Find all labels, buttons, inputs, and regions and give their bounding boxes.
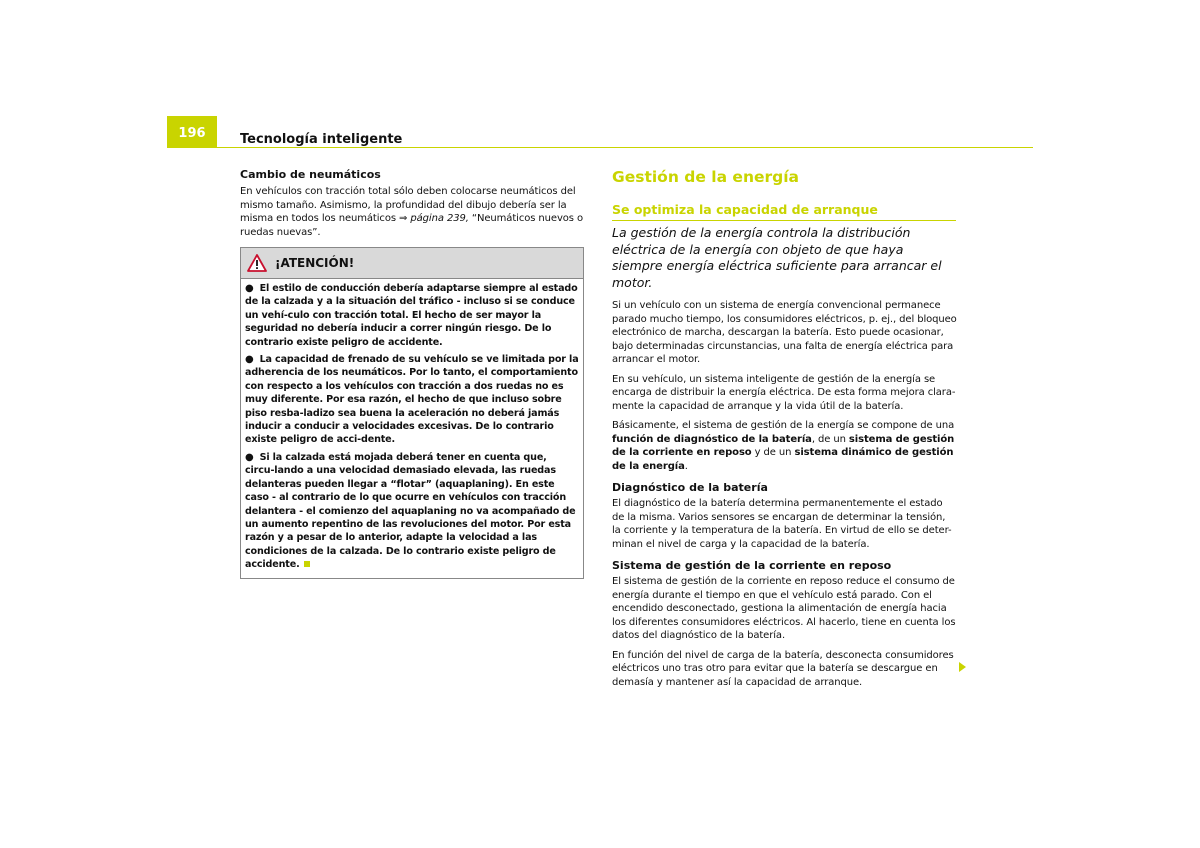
paragraph-5: El sistema de gestión de la corriente en reposo reduce el consumo de energía durante el tiempo en que el vehículo está parado. Con el encendido desconectado, gestiona la alimentación de energía hacia los diferentes consumidores eléctricos. Al hacerlo, tiene en cuenta los datos del diagnóstico de la batería. [612,576,956,641]
warning-box [240,247,584,579]
warning-item-text: La capacidad de frenado de su vehículo se ve limitada por la adherencia de los neumáticos. Por lo tanto, el comportamiento con respecto a los vehículos con tracción a dos ruedas no es muy diferente. Por esa razón, el hecho de que incluso sobre piso resba-ladizo sea buena la aceleración no deberá jamás inducir a conducir a velocidades excesivas. De lo contrario existe peligro de acci-dente. [245,354,579,446]
subsection-title: Se optimiza la capacidad de arranque [612,202,956,221]
warning-item [245,282,579,349]
warning-item [245,353,579,447]
p3-text-g: . [684,460,688,472]
warning-triangle-icon [247,254,267,272]
end-of-section-icon [304,561,310,567]
warning-item [245,451,579,572]
p3-text-e: y de un [751,447,795,458]
paragraph-1: Si un vehículo con un sistema de energía convencional permanece parado mucho tiempo, los consumidores eléctricos, p. ej., del bloqueo electrónico de marcha, descargan la batería. Esto puede ocasionar, bajo determinadas circunstancias, una falta de energía eléctrica para arrancar el motor. [612,300,957,365]
intro-paragraph: La gestión de la energía controla la distribución eléctrica de la energía con objeto de que haya siempre energía eléctrica suficiente para arrancar el motor. [612,225,942,290]
header-rule [217,147,1033,148]
warning-title: ¡ATENCIÓN! [275,256,355,270]
tire-para-after: “Neumáticos nuevos o ruedas nuevas”. [240,213,584,238]
section-title: Gestión de la energía [612,168,800,186]
p3-bold-reposo: sistema de gestión de la corriente en reposo [612,433,955,458]
left-column [240,168,584,579]
battery-diagnosis-heading: Diagnóstico de la batería [612,481,768,494]
tire-change-heading: Cambio de neumáticos [240,168,381,181]
continue-arrow-icon [959,662,966,672]
bullet-icon: ● [245,451,254,463]
rest-current-heading: Sistema de gestión de la corriente en reposo [612,559,892,572]
paragraph-6: En función del nivel de carga de la batería, desconecta consumidores eléctricos uno tras otro para evitar que la batería se descargue en demasía y mantener así la capacidad de arranque. [612,649,954,688]
page-number: 196 [178,126,206,141]
paragraph-3 [612,419,957,473]
tire-para-before: En vehículos con tracción total sólo deben colocarse neumáticos del mismo tamaño. Asimismo, la profundidad del dibujo debería ser la misma en todos los neumáticos [240,186,576,224]
right-column [612,166,957,695]
paragraph-4: El diagnóstico de la batería determina permanentemente el estado de la misma. Varios sensores se encargan de determinar la tensión, la corriente y la temperatura de la batería. En virtud de ello se deter-minan el nivel de carga y la capacidad de la batería. [612,498,952,550]
p3-text-c: , de un [811,433,849,445]
warning-item-text: Si la calzada está mojada deberá tener en cuenta que, circu-lando a una velocidad demasiado elevada, las ruedas delanteras pueden llegar a “flotar” (aquaplaning). En este caso - al contrario de lo que ocurre en vehículos con tracción delantera - el comienzo del aquaplaning no va acompañado de un aumento repentino de las revoluciones del motor. Por esta razón y a pesar de lo anterior, adapte la velocidad a las condiciones de la calzada. De lo contrario existe peligro de accidente. [245,451,576,571]
warning-body [241,279,583,578]
warning-header [241,248,583,279]
p3-text-a: Básicamente, el sistema de gestión de la energía se compone de una [612,420,955,431]
tire-change-paragraph [240,185,584,239]
warning-item-text: El estilo de conducción debería adaptarse siempre al estado de la calzada y a la situación del tráfico - incluso si se conduce un vehí-culo con tracción total. El hecho de ser mayor la seguridad no debería inducir a correr ningún riesgo. De lo contrario existe peligro de accidente. [245,283,578,348]
p3-bold-dynamic: sistema dinámico de gestión de la energía [612,447,954,472]
page-number-tab [167,116,217,148]
bullet-icon: ● [245,283,254,294]
p3-bold-diagnostic: función de diagnóstico de la batería [612,433,812,445]
bullet-icon: ● [245,354,254,366]
paragraph-2: En su vehículo, un sistema inteligente de gestión de la energía se encarga de distribuir la energía eléctrica. De esta forma mejora clara-mente la capacidad de arranque y la vida útil de la batería. [612,373,956,412]
reference-arrow-icon: ⇒ [399,213,408,224]
chapter-title: Tecnología inteligente [240,132,403,147]
page-reference-link[interactable]: página 239, [410,213,469,224]
